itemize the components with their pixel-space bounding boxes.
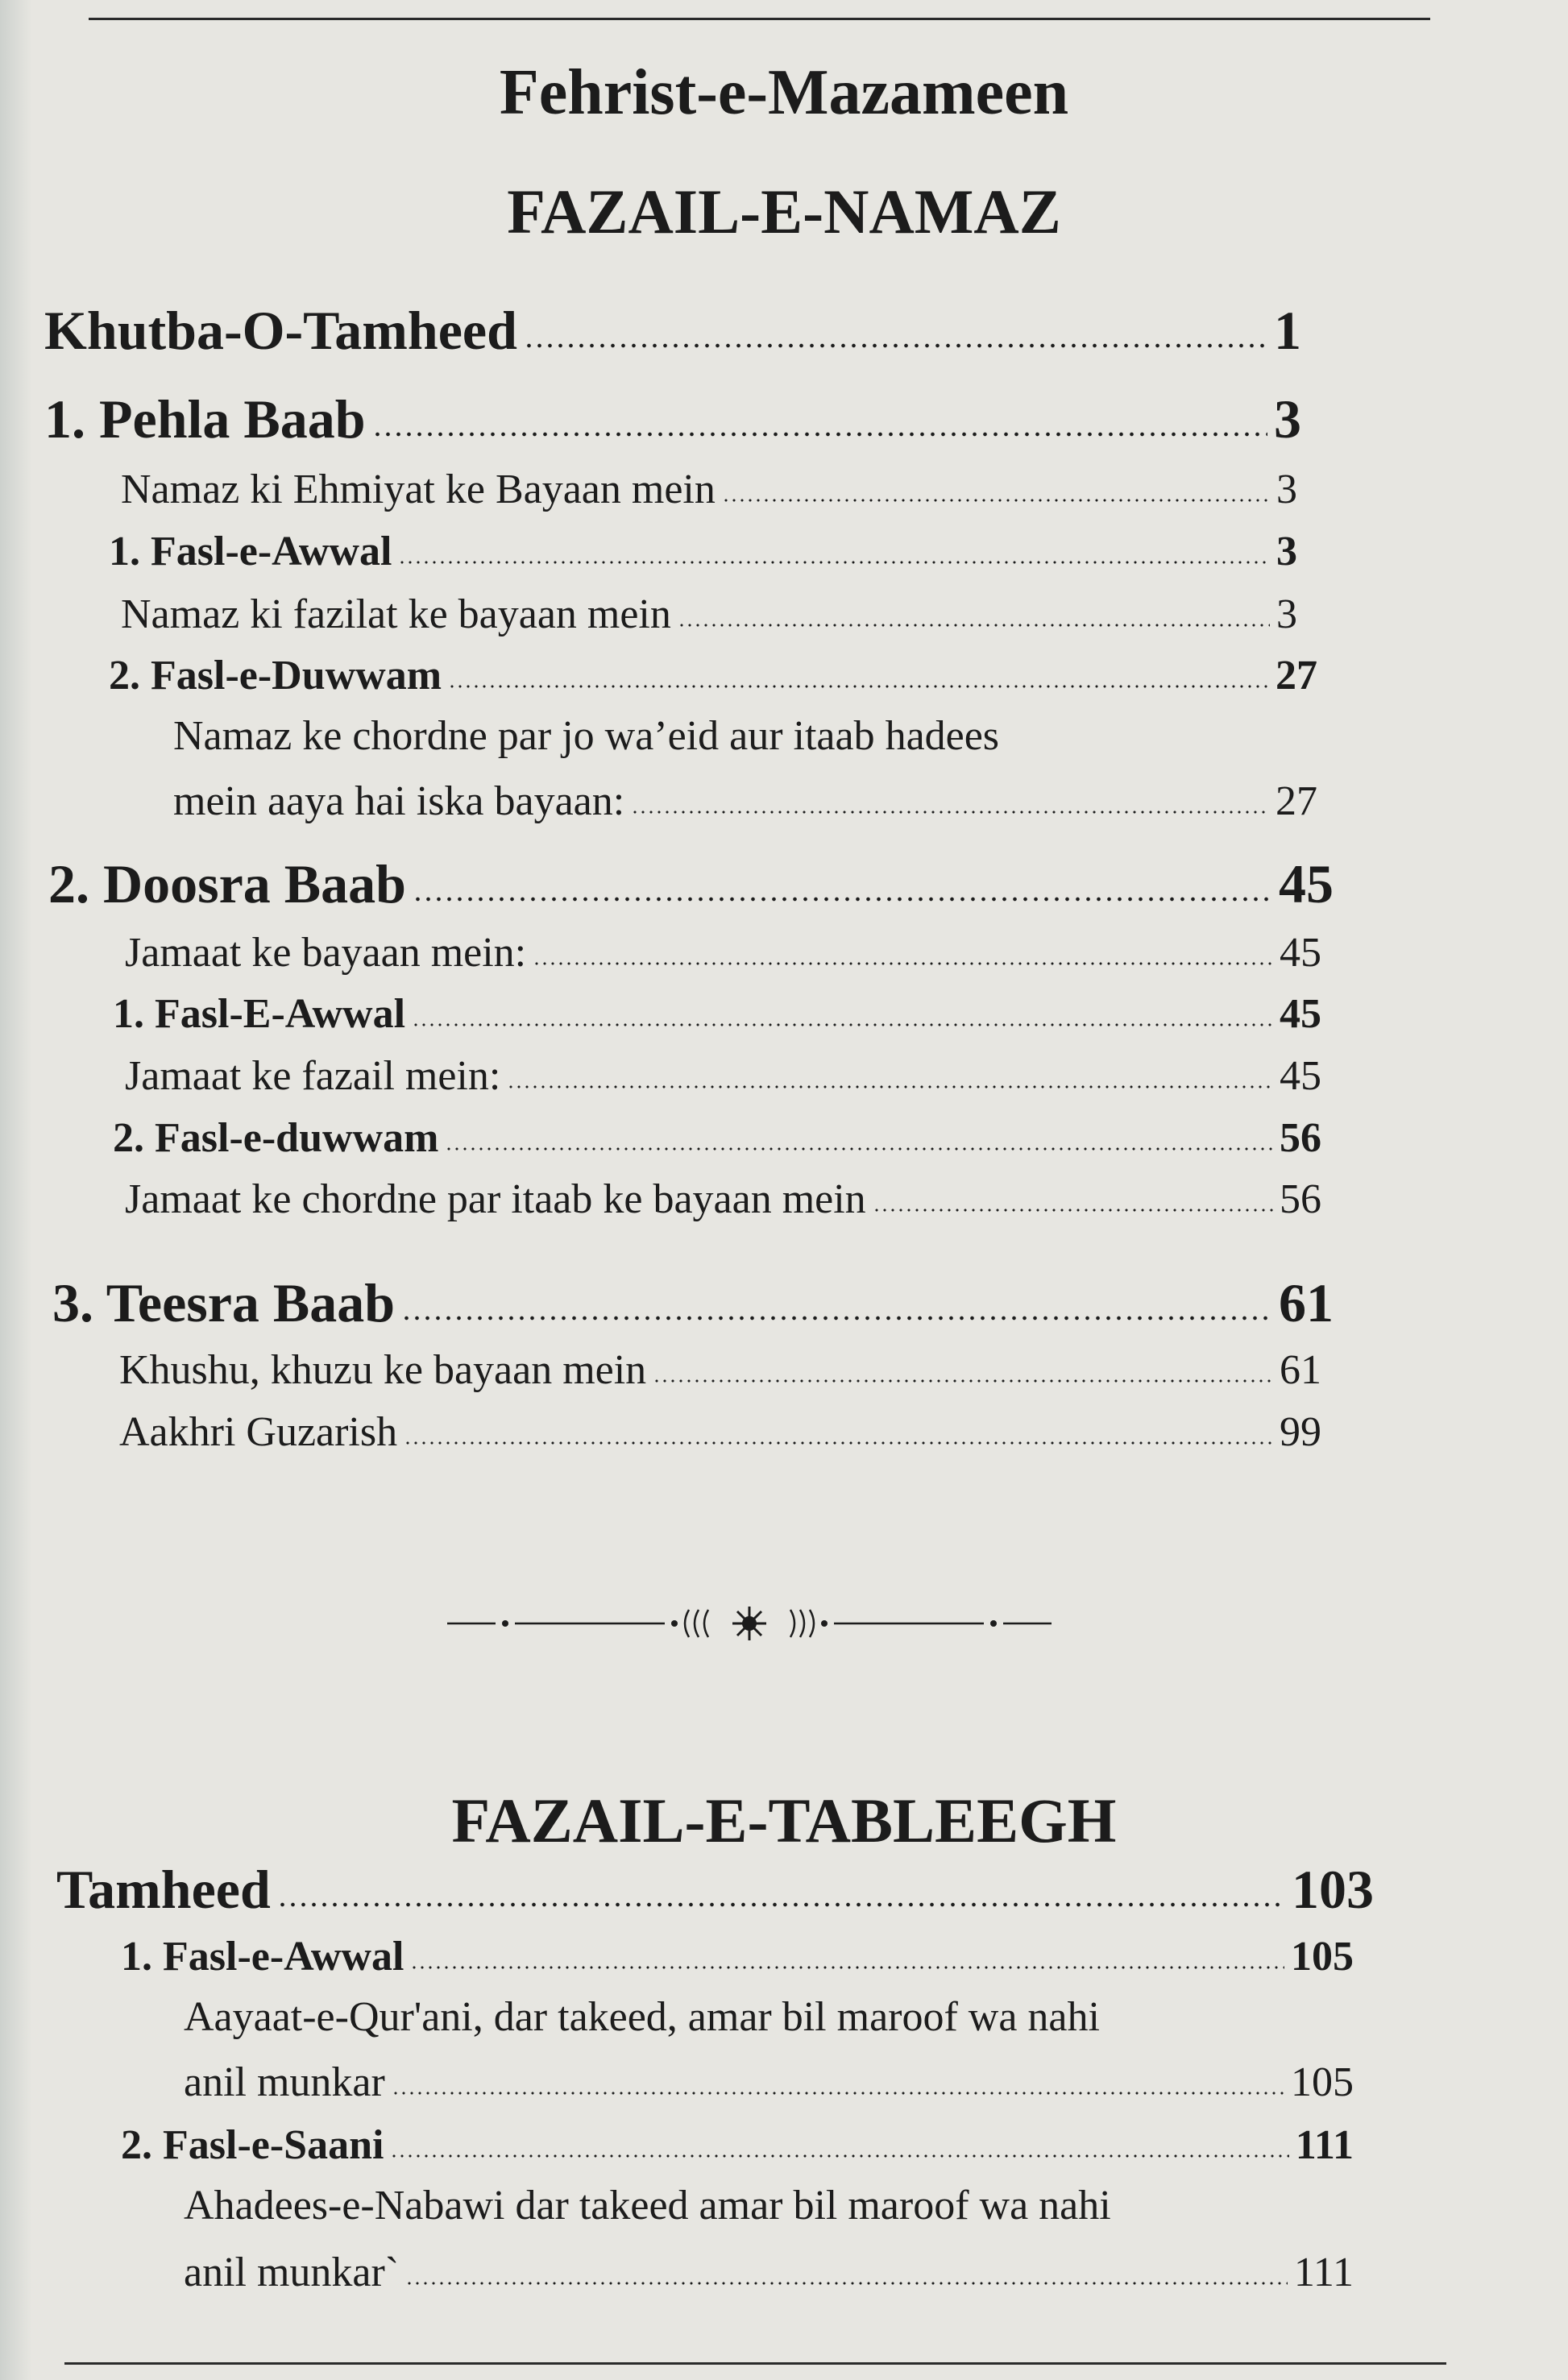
dot-leader	[448, 649, 1269, 689]
dot-leader	[653, 1344, 1273, 1383]
toc-entry-page: 3	[1276, 529, 1297, 575]
toc-entry-page: 45	[1280, 1053, 1321, 1100]
toc-entry-label: Namaz ki fazilat ke bayaan mein	[121, 591, 671, 638]
toc-entry-page: 111	[1293, 2249, 1354, 2296]
dot-leader	[873, 1173, 1273, 1213]
toc-entry-label: mein aaya hai iska bayaan:	[173, 778, 625, 825]
dot-leader	[412, 988, 1273, 1027]
dot-leader	[445, 1112, 1273, 1151]
dot-leader	[678, 588, 1270, 628]
toc-entry-page: 27	[1276, 653, 1317, 699]
toc-entry[interactable]	[125, 1173, 1321, 1223]
toc-entry[interactable]	[125, 1050, 1321, 1100]
dot-leader	[507, 1050, 1273, 1089]
ornament-divider-icon	[447, 1603, 1052, 1644]
toc-entry-line1: Aayaat-e-Qur'ani, dar takeed, amar bil maroof wa nahi	[184, 1994, 1100, 2040]
toc-entry-line1: Ahadees-e-Nabawi dar takeed amar bil maroof wa nahi	[184, 2183, 1111, 2229]
page-edge	[0, 0, 32, 2380]
toc-entry-page: 1	[1274, 299, 1301, 361]
toc-entry[interactable]	[119, 1406, 1321, 1456]
toc-entry[interactable]	[52, 1269, 1334, 1335]
toc-entry[interactable]	[109, 649, 1317, 699]
dot-leader	[410, 1930, 1284, 1970]
toc-entry-page: 61	[1279, 1271, 1334, 1333]
toc-entry-label: anil munkar`	[184, 2249, 400, 2296]
section-heading-namaz: FAZAIL-E-NAMAZ	[507, 176, 1061, 247]
toc-entry-page: 56	[1280, 1176, 1321, 1223]
toc-entry-label: Khushu, khuzu ke bayaan mein	[119, 1347, 647, 1394]
toc-entry[interactable]	[121, 463, 1297, 513]
toc-entry-page: 45	[1280, 991, 1321, 1038]
toc-entry-page: 45	[1280, 930, 1321, 976]
toc-entry-label: Tamheed	[56, 1858, 271, 1920]
toc-entry[interactable]	[44, 296, 1301, 363]
toc-entry-label: 2. Doosra Baab	[48, 852, 406, 914]
toc-entry-label: 1. Fasl-e-Awwal	[121, 1934, 404, 1980]
dot-leader	[631, 775, 1269, 815]
top-rule	[89, 18, 1430, 20]
toc-entry[interactable]	[121, 1930, 1354, 1980]
toc-entry-label: Jamaat ke chordne par itaab ke bayaan mein	[125, 1176, 866, 1223]
toc-entry-page: 27	[1276, 778, 1317, 825]
dot-leader	[404, 1406, 1273, 1445]
toc-entry-page: 3	[1274, 388, 1301, 450]
toc-entry[interactable]	[44, 385, 1301, 451]
toc-entry-line1: Namaz ke chordne par jo wa’eid aur itaab hadees	[173, 713, 1000, 759]
toc-entry[interactable]	[119, 1344, 1321, 1394]
dot-leader	[392, 2056, 1284, 2096]
toc-entry[interactable]	[113, 1112, 1321, 1162]
toc-entry-page: 105	[1291, 1934, 1354, 1980]
toc-entry[interactable]	[48, 850, 1334, 916]
toc-entry-page: 3	[1276, 466, 1297, 513]
dot-leader	[398, 525, 1270, 565]
dot-leader	[390, 2119, 1288, 2158]
toc-entry-label: 1. Fasl-E-Awwal	[113, 991, 406, 1038]
toc-entry-label: 1. Fasl-e-Awwal	[109, 529, 392, 575]
toc-entry-label: Khutba-O-Tamheed	[44, 299, 517, 361]
toc-entry[interactable]	[56, 1855, 1374, 1922]
dot-leader	[405, 2246, 1288, 2286]
toc-entry[interactable]	[125, 927, 1321, 976]
dot-leader	[372, 385, 1267, 437]
toc-entry-page: 61	[1280, 1347, 1321, 1394]
toc-entry[interactable]	[184, 2056, 1354, 2106]
toc-entry-label: 3. Teesra Baab	[52, 1271, 396, 1333]
toc-entry-page: 105	[1291, 2059, 1354, 2106]
page-title: Fehrist-e-Mazameen	[499, 57, 1069, 128]
toc-entry-label: 2. Fasl-e-Duwwam	[109, 653, 442, 699]
dot-leader	[722, 463, 1270, 503]
toc-entry-label: Aakhri Guzarish	[119, 1409, 398, 1456]
toc-entry[interactable]	[109, 525, 1297, 575]
toc-entry[interactable]	[121, 2119, 1354, 2169]
toc-entry-label: anil munkar	[184, 2059, 385, 2106]
toc-entry-label: Jamaat ke bayaan mein:	[125, 930, 527, 976]
toc-entry[interactable]	[113, 988, 1321, 1038]
toc-entry-page: 45	[1279, 852, 1334, 914]
dot-leader	[524, 296, 1267, 349]
toc-entry[interactable]	[184, 2246, 1354, 2296]
toc-entry-page: 56	[1280, 1115, 1321, 1162]
toc-entry-page: 3	[1276, 591, 1297, 638]
dot-leader	[277, 1855, 1285, 1908]
toc-entry-page: 103	[1292, 1858, 1374, 1920]
section-heading-tableegh: FAZAIL-E-TABLEEGH	[451, 1785, 1117, 1855]
toc-entry-page: 99	[1280, 1409, 1321, 1456]
toc-entry[interactable]	[121, 588, 1297, 638]
toc-entry-label: Jamaat ke fazail mein:	[125, 1053, 501, 1100]
toc-entry-label: 2. Fasl-e-duwwam	[113, 1115, 439, 1162]
dot-leader	[533, 927, 1273, 966]
toc-entry-label: 1. Pehla Baab	[44, 388, 366, 450]
toc-entry[interactable]	[173, 775, 1317, 825]
dot-leader	[401, 1269, 1272, 1321]
dot-leader	[413, 850, 1272, 902]
toc-entry-label: 2. Fasl-e-Saani	[121, 2122, 384, 2169]
bottom-rule	[64, 2362, 1446, 2365]
toc-entry-page: 111	[1295, 2122, 1354, 2169]
toc-entry-label: Namaz ki Ehmiyat ke Bayaan mein	[121, 466, 716, 513]
